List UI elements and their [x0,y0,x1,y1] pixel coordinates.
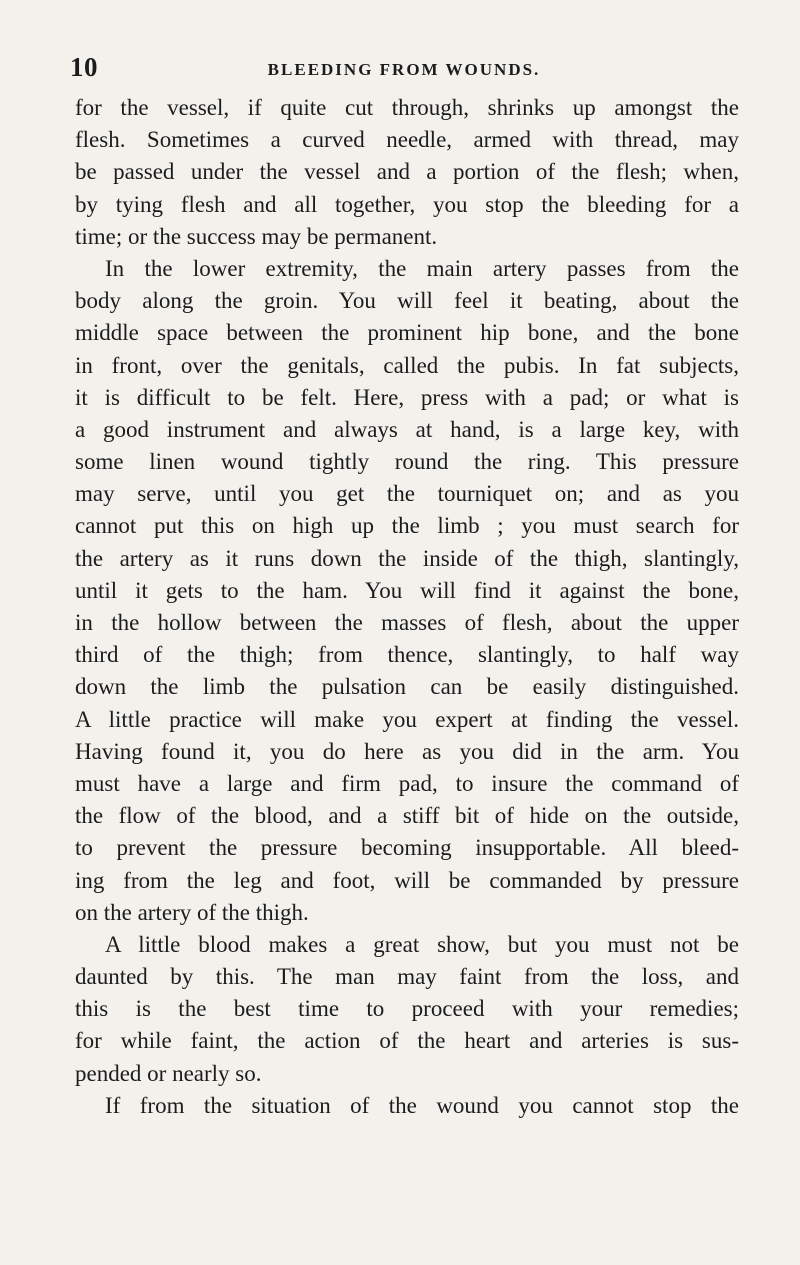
text-line: body along the groin. You will feel it beating, about the [75,288,739,314]
body-text [75,92,739,1122]
text-line: for while faint, the action of the heart and arteries is sus- [75,1028,739,1054]
text-line: on the artery of the thigh. [75,899,309,925]
page-number: 10 [70,52,98,82]
text-line: until it gets to the ham. You will find it against the bone, [75,577,739,603]
text-line: Having found it, you do here as you did in the arm. You [75,738,739,764]
text-line: this is the best time to proceed with your remedies; [75,996,739,1022]
text-line: If from the situation of the wound you cannot stop the [105,1092,739,1118]
text-line: down the limb the pulsation can be easily distinguished. [75,674,739,700]
text-line: flesh. Sometimes a curved needle, armed with thread, may [75,127,739,153]
text-line: a good instrument and always at hand, is a large key, with [75,416,739,442]
text-line: In the lower extremity, the main artery passes from the [105,255,739,281]
text-line: it is difficult to be felt. Here, press with a pad; or what is [75,384,739,410]
text-line: the flow of the blood, and a stiff bit of hide on the outside, [75,803,739,829]
text-line: must have a large and firm pad, to insure the command of [75,770,739,796]
text-line: daunted by this. The man may faint from the loss, and [75,964,739,990]
text-line: may serve, until you get the tourniquet on; and as you [75,481,739,507]
text-line: in front, over the genitals, called the pubis. In fat subjects, [75,352,739,378]
text-line: cannot put this on high up the limb ; you must search for [75,513,739,539]
text-line: be passed under the vessel and a portion of the flesh; when, [75,159,739,185]
text-line: A little practice will make you expert at finding the vessel. [75,706,739,732]
text-line: for the vessel, if quite cut through, shrinks up amongst the [75,95,739,120]
running-head: BLEEDING FROM WOUNDS. [267,60,541,79]
text-line: ing from the leg and foot, will be commanded by pressure [75,867,739,893]
text-line: by tying flesh and all together, you stop the bleeding for a [75,191,739,217]
text-line: pended or nearly so. [75,1060,262,1086]
text-line: in the hollow between the masses of flesh, about the upper [75,610,739,635]
text-line: middle space between the prominent hip bone, and the bone [75,320,739,346]
text-line: A little blood makes a great show, but you must not be [105,931,739,957]
text-line: time; or the success may be permanent. [75,223,438,249]
text-line: third of the thigh; from thence, slantingly, to half way [75,642,739,668]
text-line: some linen wound tightly round the ring. This pressure [75,449,739,475]
page-header [70,52,738,92]
text-line: to prevent the pressure becoming insupportable. All bleed- [75,835,739,861]
text-line: the artery as it runs down the inside of the thigh, slantingly, [75,545,739,571]
